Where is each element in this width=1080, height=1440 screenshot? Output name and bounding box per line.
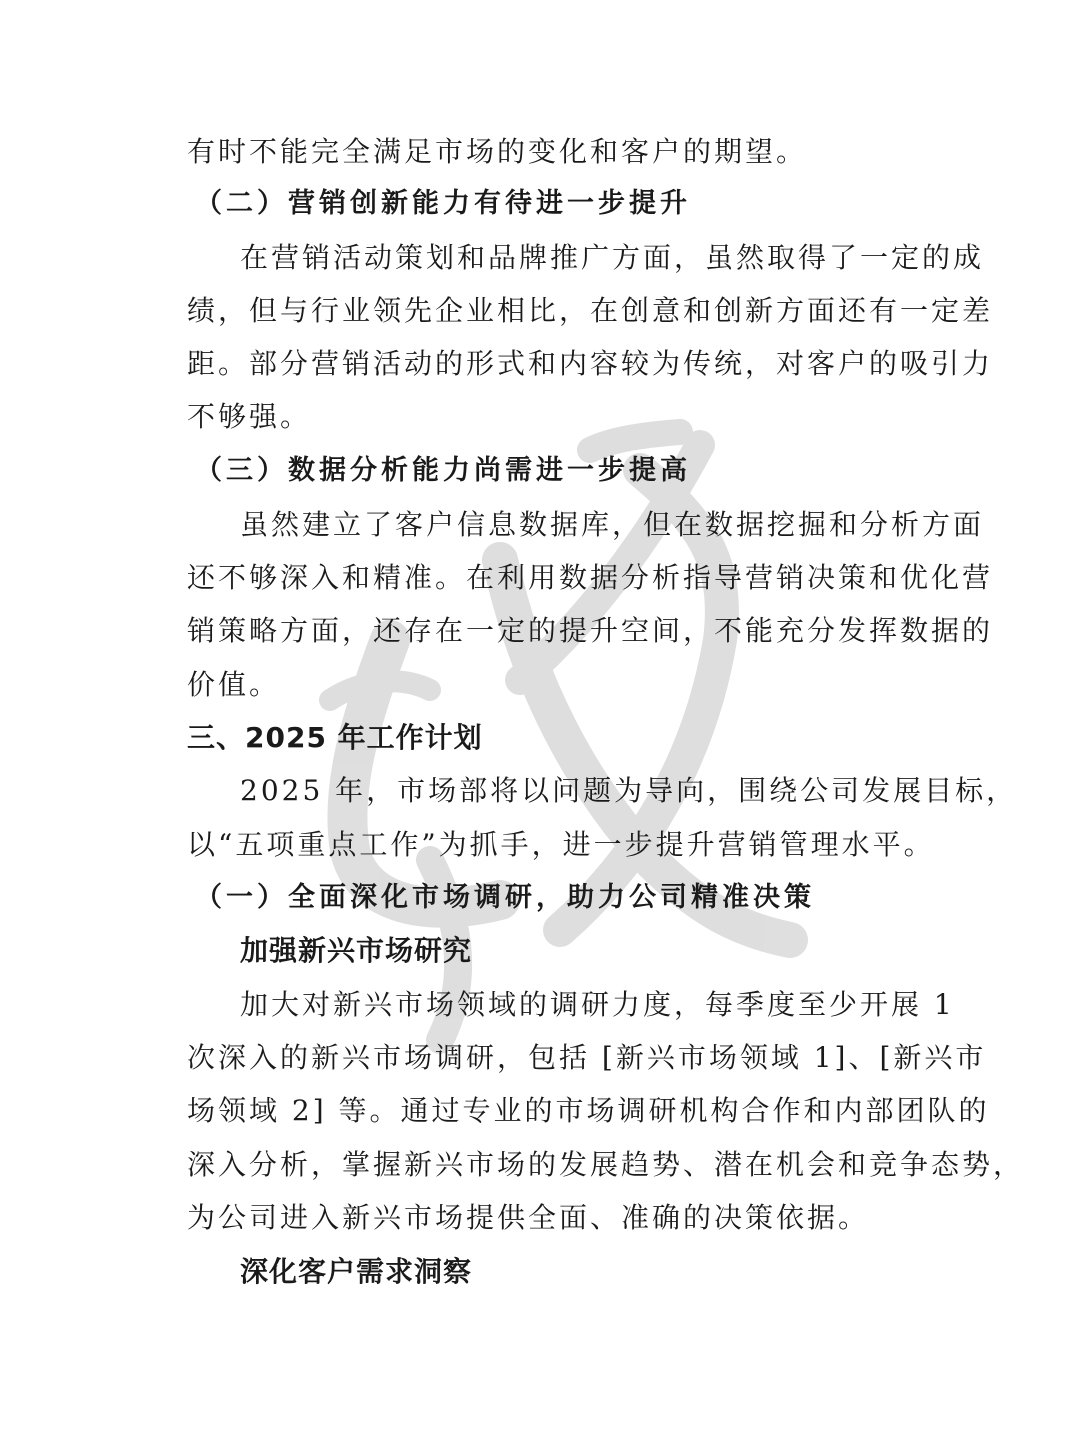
paragraph-line: 不够强。: [187, 400, 312, 433]
topic-heading: 加强新兴市场研究: [240, 934, 473, 967]
paragraph-line: 销策略方面，还存在一定的提升空间，不能充分发挥数据的: [187, 614, 994, 647]
topic-heading: 深化客户需求洞察: [240, 1255, 473, 1288]
paragraph-line: 有时不能完全满足市场的变化和客户的期望。: [187, 135, 808, 168]
paragraph-line: 距。部分营销活动的形式和内容较为传统，对客户的吸引力: [187, 347, 994, 380]
section-heading: 三、2025 年工作计划: [187, 721, 483, 754]
paragraph-line: 为公司进入新兴市场提供全面、准确的决策依据。: [187, 1201, 870, 1234]
paragraph-line: 次深入的新兴市场调研，包括 [新兴市场领域 1]、[新兴市: [187, 1041, 987, 1074]
paragraph-line: 以“五项重点工作”为抓手，进一步提升营销管理水平。: [187, 828, 935, 861]
paragraph-line: 2025 年，市场部将以问题为导向，围绕公司发展目标，: [240, 774, 1018, 807]
paragraph-line: 价值。: [187, 668, 281, 701]
subsection-heading: （一）全面深化市场调研，助力公司精准决策: [195, 882, 815, 913]
paragraph-line: 在营销活动策划和品牌推广方面，虽然取得了一定的成: [240, 241, 985, 274]
paragraph-line: 深入分析，掌握新兴市场的发展趋势、潜在机会和竞争态势，: [187, 1148, 1025, 1181]
paragraph-line: 场领域 2] 等。通过专业的市场调研机构合作和内部团队的: [187, 1094, 990, 1127]
paragraph-line: 加大对新兴市场领域的调研力度，每季度至少开展 1: [240, 988, 955, 1021]
subsection-heading: （二）营销创新能力有待进一步提升: [195, 188, 691, 219]
paragraph-line: 绩，但与行业领先企业相比，在创意和创新方面还有一定差: [187, 294, 994, 327]
paragraph-line: 还不够深入和精准。在利用数据分析指导营销决策和优化营: [187, 561, 994, 594]
subsection-heading: （三）数据分析能力尚需进一步提高: [195, 455, 691, 486]
paragraph-line: 虽然建立了客户信息数据库，但在数据挖掘和分析方面: [240, 508, 985, 541]
